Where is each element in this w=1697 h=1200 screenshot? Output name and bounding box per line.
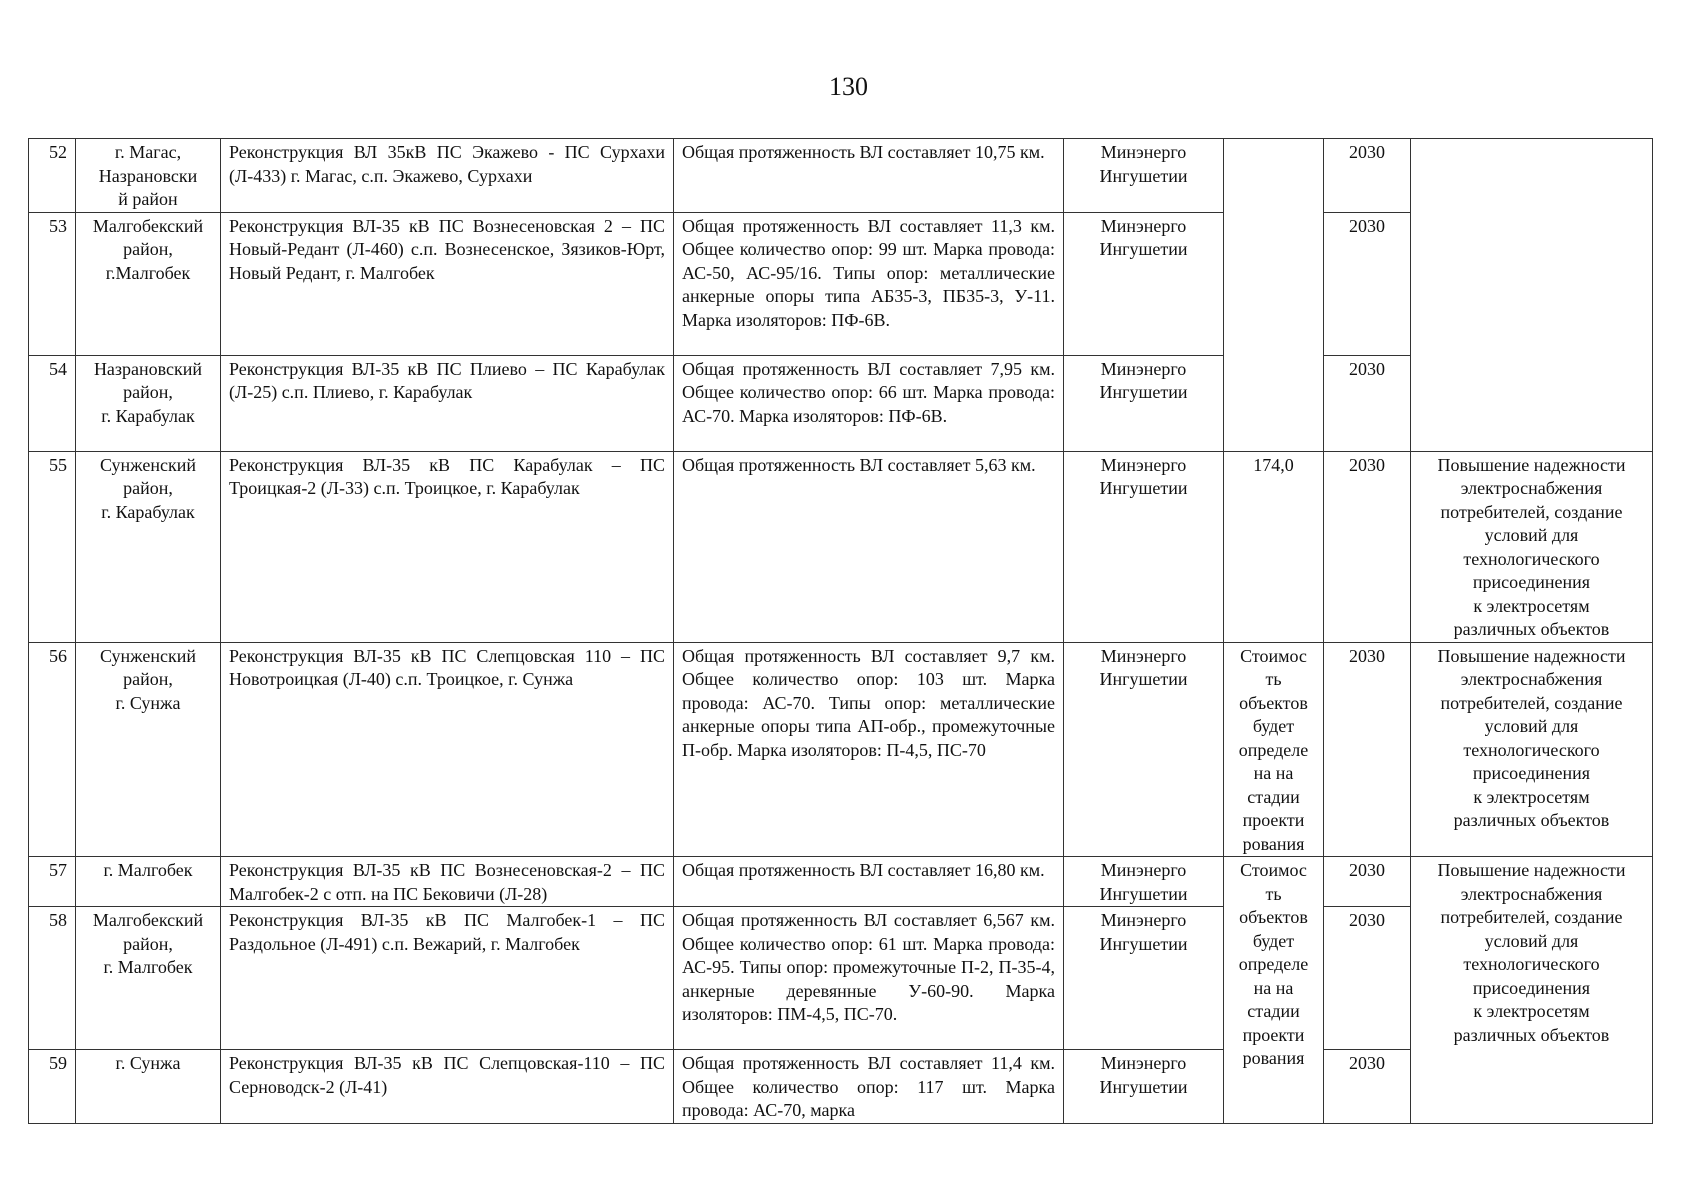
purpose-line: присоединения [1472,763,1591,783]
purpose-line: электроснабжения [1460,883,1603,904]
purpose-line: различных объектов [1453,810,1610,830]
purpose-cell [1411,857,1653,1124]
location-line: г. Сунжа [115,692,181,713]
customer-cell [1064,355,1224,451]
purpose-line: потребителей, создание [1440,907,1623,927]
row-number: 57 [29,857,76,907]
location-line: Сунженский [99,645,196,666]
customer-line: Минэнерго [1100,142,1187,162]
location-line: район, [123,382,173,402]
location-line: район, [123,933,173,954]
purpose-line: условий для [1484,930,1579,951]
characteristics-cell: Общая протяженность ВЛ составляет 6,567 км. Общее количество опор: 61 шт. Марка провода: АС-95. Типы опор: промежуточные П-2, П-35-4, анкерные деревянные У-60-90. Марка изоляторов: ПМ-4,5, ПС-70. [674,907,1064,1050]
row-number: 55 [29,451,76,642]
customer-line: Ингушетии [1099,165,1188,186]
purpose-line: к электросетям [1473,786,1590,807]
location-cell [76,212,221,355]
cost-line: будет [1252,716,1295,736]
cost-line: на на [1253,763,1294,783]
table-row-56 [29,642,1653,857]
row-number: 58 [29,907,76,1050]
page-number: 130 [829,72,868,101]
table-row-58 [29,907,1653,1050]
object-name-cell: Реконструкция ВЛ-35 кВ ПС Вознесеновская-2 – ПС Малгобек-2 с отп. на ПС Бековичи (Л-28) [221,857,674,907]
characteristics-cell: Общая протяженность ВЛ составляет 9,7 км. Общее количество опор: 103 шт. Марка провода: АС-70. Типы опор: металлические анкерные опоры типа АП-обр., промежуточные П-обр. Марка изоляторов: П-4,5, ПС-70 [674,642,1064,857]
customer-line: Минэнерго [1100,454,1187,475]
cost-cell [1224,857,1324,1124]
customer-line: Ингушетии [1099,1076,1188,1097]
purpose-line: присоединения [1472,977,1591,998]
location-cell [76,857,221,907]
customer-cell [1064,139,1224,213]
cost-line: будет [1252,930,1295,951]
year-cell: 2030 [1324,857,1411,907]
purpose-cell-empty [1411,139,1653,452]
purpose-line: технологического [1463,739,1600,760]
customer-line: Ингушетии [1099,478,1188,498]
characteristics-cell: Общая протяженность ВЛ составляет 16,80 км. [674,857,1064,907]
location-line: Малгобекский [92,215,204,236]
cost-line: рования [1242,833,1305,854]
purpose-line: к электросетям [1473,595,1590,616]
purpose-line: различных объектов [1453,619,1610,639]
customer-line: Минэнерго [1100,910,1187,930]
customer-line: Минэнерго [1100,860,1187,880]
characteristics-cell: Общая протяженность ВЛ составляет 11,4 км. Общее количество опор: 117 шт. Марка провода: АС-70, марка [674,1050,1064,1124]
purpose-cell [1411,642,1653,857]
location-cell [76,451,221,642]
location-line: г. Малгобек [103,957,193,977]
customer-cell [1064,907,1224,1050]
purpose-line: технологического [1463,954,1600,974]
location-cell [76,907,221,1050]
location-line: г. Сунжа [115,1053,181,1073]
location-line: й район [118,189,178,209]
cost-line: определе [1238,739,1309,760]
year-cell: 2030 [1324,355,1411,451]
customer-line: Минэнерго [1100,215,1187,236]
location-line: район, [123,478,173,498]
purpose-line: условий для [1484,525,1579,545]
cost-line: Стоимос [1240,645,1307,666]
cost-line: объектов [1239,907,1308,927]
purpose-line: присоединения [1472,572,1591,592]
table-row-59 [29,1050,1653,1124]
location-cell [76,139,221,213]
location-line: г. Магас, [114,142,182,162]
cost-line: стадии [1247,786,1300,807]
projects-table [28,138,1653,1124]
location-cell [76,1050,221,1124]
purpose-line: Повышение надежности [1437,645,1626,666]
purpose-line: Повышение надежности [1437,860,1626,880]
row-number: 52 [29,139,76,213]
customer-line: Минэнерго [1100,1053,1187,1073]
cost-line: на на [1253,977,1294,998]
object-name-cell: Реконструкция ВЛ-35 кВ ПС Плиево – ПС Карабулак (Л-25) с.п. Плиево, г. Карабулак [221,355,674,451]
purpose-line: различных объектов [1453,1024,1610,1045]
year-cell: 2030 [1324,642,1411,857]
year-cell: 2030 [1324,1050,1411,1124]
customer-line: Минэнерго [1100,358,1187,379]
cost-line: ть [1265,669,1282,689]
cost-line: стадии [1247,1001,1300,1021]
purpose-line: потребителей, создание [1440,692,1623,713]
table-row-55 [29,451,1653,642]
customer-line: Ингушетии [1099,382,1188,402]
characteristics-cell: Общая протяженность ВЛ составляет 11,3 км. Общее количество опор: 99 шт. Марка провода: АС-50, АС-95/16. Типы опор: металлические анкерные опоры типа АБ35-3, ПБ35-3, У-11. Марка изоляторов: ПФ-6В. [674,212,1064,355]
row-number: 53 [29,212,76,355]
object-name-cell: Реконструкция ВЛ-35 кВ ПС Карабулак – ПС Троицкая-2 (Л-33) с.п. Троицкое, г. Карабулак [221,451,674,642]
cost-cell-empty [1224,139,1324,452]
cost-line: рования [1242,1048,1305,1068]
purpose-line: Повышение надежности [1437,454,1626,475]
table-row-53 [29,212,1653,355]
table-row-57 [29,857,1653,907]
location-line: Назрановски [98,165,198,186]
location-line: Малгобекский [92,910,204,930]
customer-line: Ингушетии [1099,933,1188,954]
purpose-line: технологического [1463,548,1600,569]
table-row-52 [29,139,1653,213]
location-line: г. Карабулак [101,405,195,426]
customer-cell [1064,642,1224,857]
location-cell [76,642,221,857]
purpose-line: к электросетям [1473,1001,1590,1021]
row-number: 56 [29,642,76,857]
purpose-line: потребителей, создание [1440,501,1623,522]
location-line: г. Малгобек [103,860,193,880]
location-line: Сунженский [99,454,196,475]
customer-cell [1064,1050,1224,1124]
table-row-54 [29,355,1653,451]
year-cell: 2030 [1324,907,1411,1050]
location-cell [76,355,221,451]
cost-line: ть [1265,883,1282,904]
location-line: г. Карабулак [101,501,195,522]
object-name-cell: Реконструкция ВЛ-35 кВ ПС Вознесеновская 2 – ПС Новый-Редант (Л-460) с.п. Вознесенское, Зязиков-Юрт, Новый Редант, г. Малгобек [221,212,674,355]
purpose-line: электроснабжения [1460,669,1603,689]
cost-line: определе [1238,954,1309,974]
cost-cell [1224,642,1324,857]
characteristics-cell: Общая протяженность ВЛ составляет 7,95 км. Общее количество опор: 66 шт. Марка провода: АС-70. Марка изоляторов: ПФ-6В. [674,355,1064,451]
cost-line: Стоимос [1240,860,1307,880]
cost-line: проекти [1242,1024,1305,1045]
object-name-cell: Реконструкция ВЛ-35 кВ ПС Слепцовская-110 – ПС Серноводск-2 (Л-41) [221,1050,674,1124]
year-cell: 2030 [1324,451,1411,642]
customer-line: Ингушетии [1099,883,1188,904]
customer-line: Минэнерго [1100,645,1187,666]
customer-line: Ингушетии [1099,669,1188,689]
object-name-cell: Реконструкция ВЛ-35 кВ ПС Малгобек-1 – ПС Раздольное (Л-491) с.п. Вежарий, г. Малгобек [221,907,674,1050]
customer-cell [1064,212,1224,355]
cost-line: объектов [1239,692,1308,713]
row-number: 59 [29,1050,76,1124]
customer-cell [1064,857,1224,907]
purpose-line: условий для [1484,716,1579,736]
purpose-cell [1411,451,1653,642]
characteristics-cell: Общая протяженность ВЛ составляет 5,63 км. [674,451,1064,642]
year-cell: 2030 [1324,212,1411,355]
location-line: район, [123,669,173,689]
year-cell: 2030 [1324,139,1411,213]
cost-cell: 174,0 [1224,451,1324,642]
object-name-cell: Реконструкция ВЛ 35кВ ПС Экажево - ПС Сурхахи (Л-433) г. Магас, с.п. Экажево, Сурхахи [221,139,674,213]
location-line: Назрановский [93,358,203,379]
customer-cell [1064,451,1224,642]
location-line: район, [123,239,173,259]
object-name-cell: Реконструкция ВЛ-35 кВ ПС Слепцовская 110 – ПС Новотроицкая (Л-40) с.п. Троицкое, г. Сунжа [221,642,674,857]
cost-line: проекти [1242,810,1305,830]
purpose-line: электроснабжения [1460,478,1603,498]
customer-line: Ингушетии [1099,239,1188,259]
row-number: 54 [29,355,76,451]
characteristics-cell: Общая протяженность ВЛ составляет 10,75 км. [674,139,1064,213]
location-line: г.Малгобек [105,262,191,283]
